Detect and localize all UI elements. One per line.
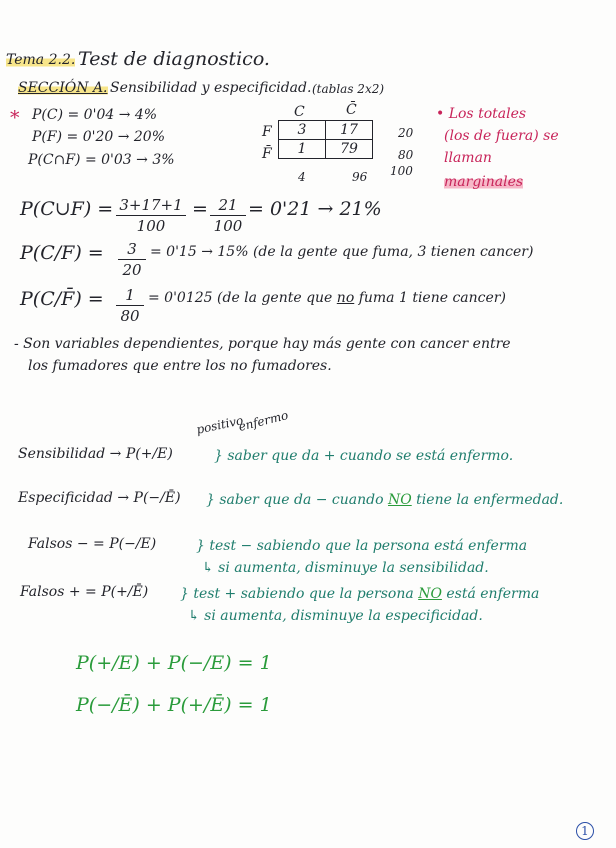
union-denominator: 100 [136, 217, 166, 235]
especificidad-desc-b: tiene la enfermedad. [411, 492, 564, 508]
cell-c-notf: 1 [279, 140, 326, 159]
especificidad-label: Especificidad → P(−/Ē) [18, 490, 181, 506]
falsos-pos-desc1 [180, 586, 539, 602]
page-title: Test de diagnostico. [78, 48, 270, 70]
falsos-pos-desc1-b: está enferma [441, 586, 540, 602]
sensibilidad-label: Sensibilidad → P(+/E) [18, 446, 173, 462]
falsos-neg-label: Falsos − = P(−/E) [28, 536, 157, 552]
cond-result: = 0'15 → 15% (de la gente que fuma, 3 tienen cancer) [150, 244, 534, 260]
side-note-line4: marginales [444, 174, 524, 190]
especificidad-desc-a: } saber que da − cuando [206, 492, 388, 508]
cond-fraction [118, 240, 146, 279]
dependent-line2: los fumadores que entre los no fumadores. [28, 358, 332, 374]
col-header-not-c: C̄ [346, 102, 357, 118]
col-total-c: 4 [298, 170, 306, 184]
falsos-pos-desc1-a: } test + sabiendo que la persona [180, 586, 419, 602]
cond2-denominator: 80 [120, 307, 140, 325]
union-fraction [116, 196, 186, 235]
falsos-pos-label: Falsos + = P(+/Ē) [20, 584, 149, 600]
cond-numerator: 3 [127, 240, 137, 258]
falsos-pos-desc2: ↳ si aumenta, disminuye la especificidad. [188, 608, 483, 624]
dependent-line1: - Son variables dependientes, porque hay más gente con cancer entre [14, 336, 511, 352]
cond2-result-b: fuma 1 tiene cancer) [354, 290, 506, 306]
cond2-numerator: 1 [125, 286, 135, 304]
section-label: SECCIÓN A. [18, 80, 108, 96]
cond-lhs: P(C/F) = [20, 242, 104, 264]
cond2-lhs: P(C/F̄) = [20, 288, 104, 310]
prob-intersection: P(C∩F) = 0'03 → 3% [28, 152, 175, 168]
especificidad-desc [206, 492, 563, 508]
union-equals: = [192, 198, 208, 220]
cond2-result-no: no [336, 290, 355, 306]
annotation-positivo: positivo [195, 413, 245, 437]
especificidad-desc-no: NO [388, 492, 412, 508]
union-result: = 0'21 → 21% [248, 198, 382, 220]
cond-denominator: 20 [122, 261, 142, 279]
side-note-line2: (los de fuera) se [444, 128, 559, 144]
union-denominator-2: 100 [213, 217, 243, 235]
falsos-neg-desc2: ↳ si aumenta, disminuye la sensibilidad. [202, 560, 489, 576]
row-total-f: 20 [398, 126, 414, 140]
identity-2: P(−/Ē) + P(+/Ē) = 1 [76, 694, 272, 716]
cell-c-f: 3 [279, 121, 326, 140]
topic-number: Tema 2.2. [6, 52, 76, 68]
cell-notc-notf: 79 [326, 140, 373, 159]
page-number: 1 [576, 822, 594, 840]
prob-fuma: P(F) = 0'20 → 20% [32, 129, 166, 145]
union-lhs: P(C∪F) = [20, 198, 114, 220]
section-title: Sensibilidad y especificidad. [110, 80, 312, 96]
union-numerator-2: 21 [218, 196, 238, 214]
row-header-f: F [262, 124, 272, 140]
cond2-result-a: = 0'0125 (de la gente que [148, 290, 337, 306]
side-note-line3: llaman [444, 150, 492, 166]
section-note: (tablas 2x2) [312, 82, 385, 96]
prob-cancer: P(C) = 0'04 → 4% [32, 107, 158, 123]
falsos-neg-desc1: } test − sabiendo que la persona está enferma [196, 538, 528, 554]
side-note-line1: • Los totales [436, 106, 527, 122]
sensibilidad-desc: } saber que da + cuando se está enfermo. [214, 448, 514, 464]
row-total-not-f: 80 [398, 148, 414, 162]
union-fraction-2 [210, 196, 246, 235]
contingency-table [278, 120, 373, 159]
cond2-fraction [116, 286, 144, 325]
col-total-not-c: 96 [352, 170, 368, 184]
cond2-result [148, 290, 506, 306]
star-mark: * [10, 107, 20, 129]
col-header-c: C [294, 104, 305, 120]
grand-total: 100 [390, 164, 413, 178]
row-header-not-f: F̄ [262, 146, 272, 162]
union-numerator: 3+17+1 [119, 196, 183, 214]
identity-1: P(+/E) + P(−/E) = 1 [76, 652, 272, 674]
cell-notc-f: 17 [326, 121, 373, 140]
annotation-enfermo: enfermo [237, 408, 290, 434]
falsos-pos-desc1-no: NO [418, 586, 442, 602]
